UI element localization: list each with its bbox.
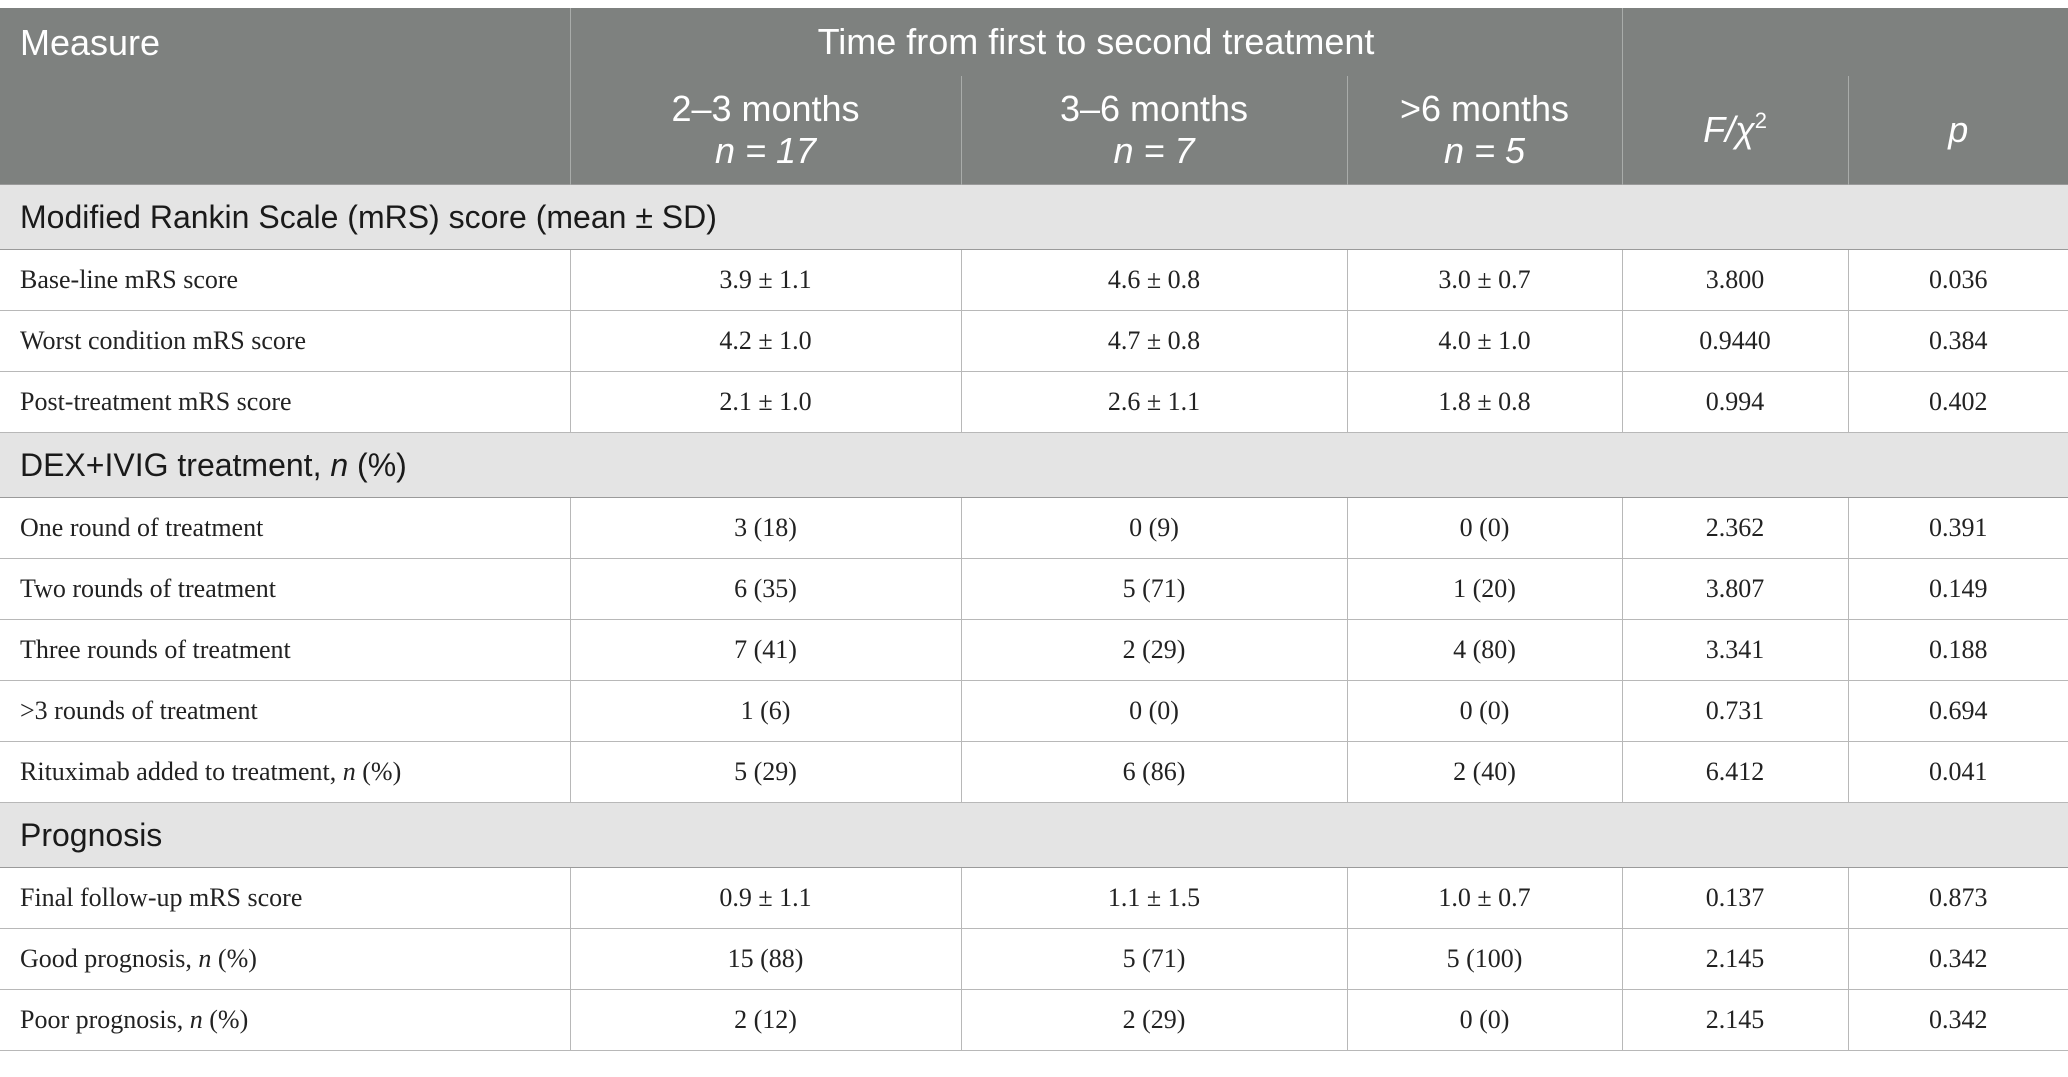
table-cell: 1.0 ± 0.7: [1347, 868, 1622, 929]
stat-superscript: 2: [1754, 108, 1767, 133]
header-group-over-6-months: [1347, 76, 1622, 185]
table-cell: 0.342: [1848, 990, 2068, 1051]
table-cell: 15 (88): [570, 929, 961, 990]
table-cell: 4.2 ± 1.0: [570, 311, 961, 372]
table-cell: 0 (0): [961, 681, 1347, 742]
table-cell: 2 (29): [961, 990, 1347, 1051]
table-cell: 0.9 ± 1.1: [570, 868, 961, 929]
table-cell: 4.0 ± 1.0: [1347, 311, 1622, 372]
table-cell: 2 (12): [570, 990, 961, 1051]
table-row: [0, 250, 2068, 311]
table-cell: 0.9440: [1622, 311, 1848, 372]
table-cell: 6 (86): [961, 742, 1347, 803]
table-cell: 5 (71): [961, 929, 1347, 990]
row-label: Three rounds of treatment: [0, 620, 570, 681]
table-row: [0, 559, 2068, 620]
table-cell: 0.384: [1848, 311, 2068, 372]
group-range: 2–3 months: [671, 88, 860, 129]
row-label: Base-line mRS score: [0, 250, 570, 311]
table-cell: 2 (40): [1347, 742, 1622, 803]
table-cell: 0.149: [1848, 559, 2068, 620]
row-label: Good prognosis, n (%): [0, 929, 570, 990]
table-cell: 3 (18): [570, 498, 961, 559]
row-label: >3 rounds of treatment: [0, 681, 570, 742]
table-row: [0, 498, 2068, 559]
table-cell: 0.694: [1848, 681, 2068, 742]
table-row: [0, 742, 2068, 803]
table-cell: 2.362: [1622, 498, 1848, 559]
section-row: [0, 433, 2068, 498]
table-cell: 4 (80): [1347, 620, 1622, 681]
table-body: [0, 185, 2068, 1051]
table-row: [0, 929, 2068, 990]
table-cell: 0 (0): [1347, 498, 1622, 559]
table-cell: 2 (29): [961, 620, 1347, 681]
row-label: One round of treatment: [0, 498, 570, 559]
table-cell: 2.145: [1622, 990, 1848, 1051]
table-cell: 5 (29): [570, 742, 961, 803]
table-cell: 6 (35): [570, 559, 961, 620]
row-label: Poor prognosis, n (%): [0, 990, 570, 1051]
table-cell: 3.800: [1622, 250, 1848, 311]
section-row: [0, 185, 2068, 250]
table-row: [0, 990, 2068, 1051]
group-n: n = 7: [1113, 130, 1195, 171]
section-title: Prognosis: [0, 803, 2068, 868]
results-table: [0, 8, 2068, 1051]
table-cell: 5 (71): [961, 559, 1347, 620]
table-cell: 5 (100): [1347, 929, 1622, 990]
row-label: Rituximab added to treatment, n (%): [0, 742, 570, 803]
header-p: p: [1848, 76, 2068, 185]
header-time-group: Time from first to second treatment: [570, 8, 1622, 76]
header-group-2-3-months: [570, 76, 961, 185]
row-label: Post-treatment mRS score: [0, 372, 570, 433]
table-cell: 4.7 ± 0.8: [961, 311, 1347, 372]
table-row: [0, 681, 2068, 742]
section-title: DEX+IVIG treatment, n (%): [0, 433, 2068, 498]
group-n: n = 17: [714, 130, 817, 171]
table-cell: 1.8 ± 0.8: [1347, 372, 1622, 433]
group-range: >6 months: [1399, 88, 1570, 129]
header-f-chi2: [1622, 76, 1848, 185]
table-cell: 2.1 ± 1.0: [570, 372, 961, 433]
table-cell: 3.807: [1622, 559, 1848, 620]
table-header: [0, 8, 2068, 185]
table-cell: 0.402: [1848, 372, 2068, 433]
table-row: [0, 311, 2068, 372]
row-label: Final follow-up mRS score: [0, 868, 570, 929]
section-title: Modified Rankin Scale (mRS) score (mean ± SD): [0, 185, 2068, 250]
header-stat-spacer: [1622, 8, 2068, 76]
table-cell: 2.145: [1622, 929, 1848, 990]
table-row: [0, 620, 2068, 681]
table-cell: 3.9 ± 1.1: [570, 250, 961, 311]
table-cell: 0.041: [1848, 742, 2068, 803]
row-label: Worst condition mRS score: [0, 311, 570, 372]
table-cell: 1 (6): [570, 681, 961, 742]
table-cell: 0.342: [1848, 929, 2068, 990]
table-cell: 0.391: [1848, 498, 2068, 559]
header-measure: Measure: [0, 8, 570, 185]
table-cell: 1 (20): [1347, 559, 1622, 620]
table-cell: 0 (0): [1347, 990, 1622, 1051]
table-cell: 0 (9): [961, 498, 1347, 559]
group-n: n = 5: [1443, 130, 1526, 171]
table-cell: 3.341: [1622, 620, 1848, 681]
row-label: Two rounds of treatment: [0, 559, 570, 620]
table-cell: 0.137: [1622, 868, 1848, 929]
table-row: [0, 868, 2068, 929]
table-cell: 1.1 ± 1.5: [961, 868, 1347, 929]
table-cell: 7 (41): [570, 620, 961, 681]
table-cell: 0.188: [1848, 620, 2068, 681]
table-cell: 0 (0): [1347, 681, 1622, 742]
table-cell: 4.6 ± 0.8: [961, 250, 1347, 311]
table-cell: 0.731: [1622, 681, 1848, 742]
header-group-3-6-months: [961, 76, 1347, 185]
table-cell: 0.036: [1848, 250, 2068, 311]
stat-label: F/χ: [1703, 109, 1755, 150]
group-range: 3–6 months: [1059, 88, 1249, 129]
section-row: [0, 803, 2068, 868]
table-cell: 0.873: [1848, 868, 2068, 929]
table-cell: 6.412: [1622, 742, 1848, 803]
table-cell: 3.0 ± 0.7: [1347, 250, 1622, 311]
table-cell: 2.6 ± 1.1: [961, 372, 1347, 433]
table-row: [0, 372, 2068, 433]
table-cell: 0.994: [1622, 372, 1848, 433]
